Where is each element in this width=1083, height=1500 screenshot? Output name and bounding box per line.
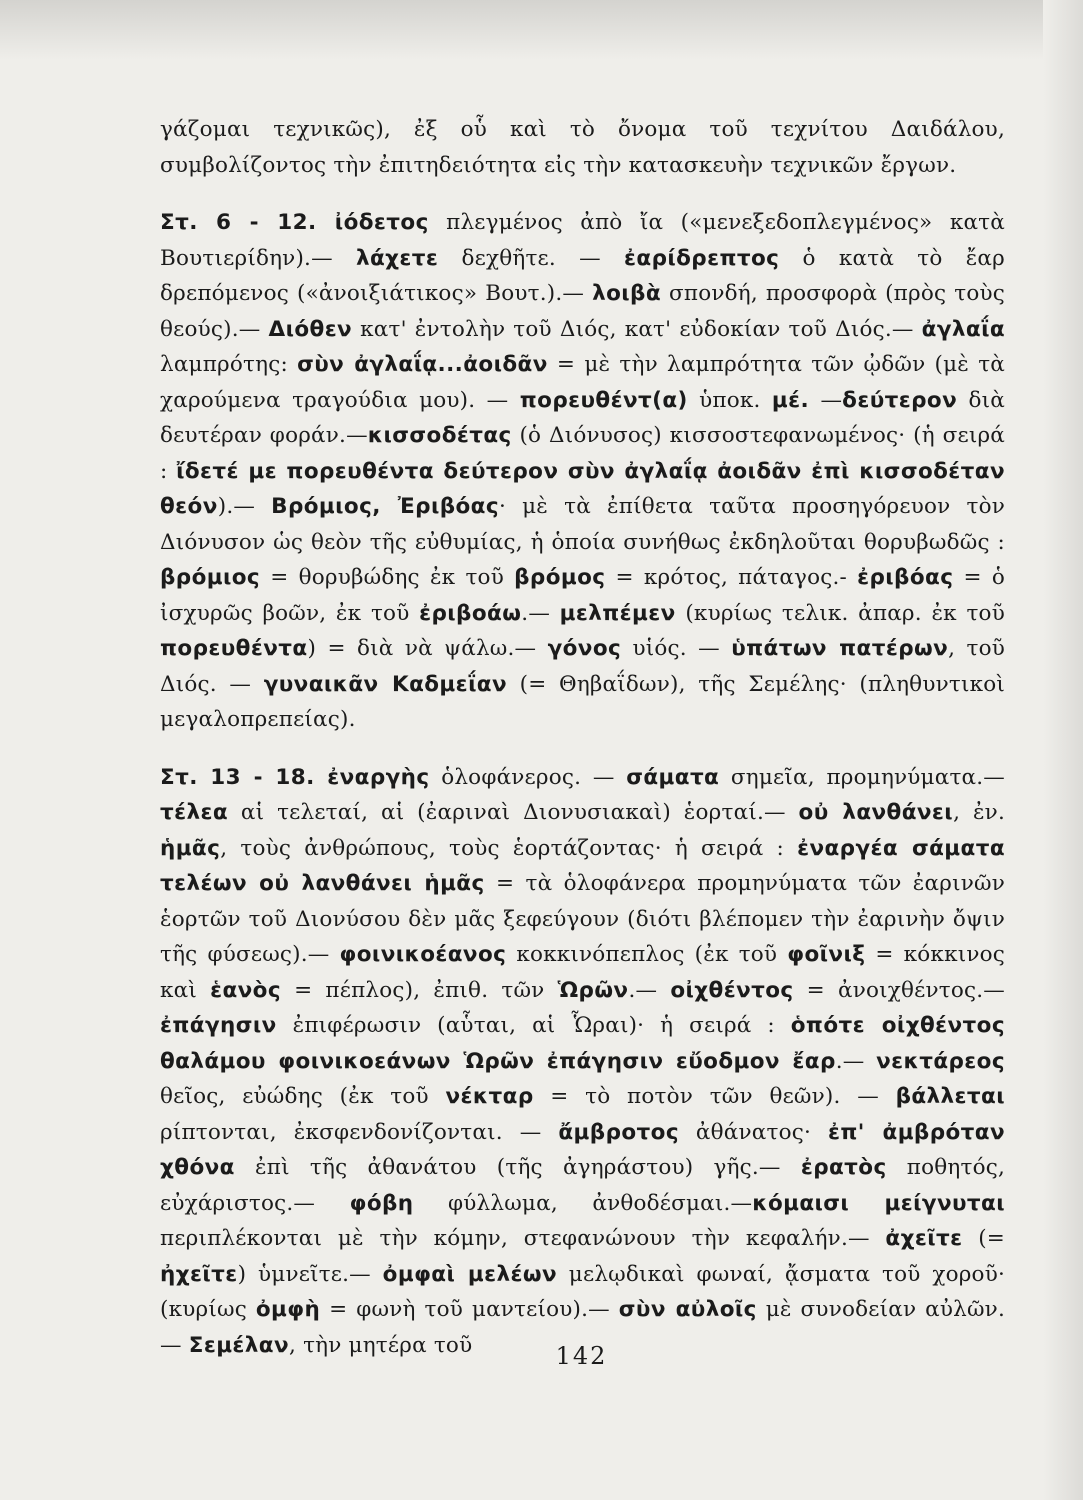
bold-term: σὺν ἀγλαΐᾳ...ἀοιδᾶν: [297, 352, 548, 377]
bold-term: ἐαρίδρεπτος: [624, 245, 780, 271]
bold-term: ἐριβοάω: [419, 600, 522, 626]
text-run: = κόκκινος καὶ: [160, 942, 1005, 1003]
page-right-shadow: [1043, 0, 1083, 1500]
text-run: , τοὺς ἀνθρώπους, τοὺς ἑορτάζοντας· ἡ σειρά :: [220, 835, 798, 861]
bold-term: ἐριβόας: [857, 565, 954, 590]
bold-term: μελπέμεν: [559, 600, 676, 626]
bold-term: πορευθέντ(α): [519, 387, 688, 413]
bold-term: νέκταρ: [445, 1084, 534, 1109]
bold-term: βρόμος: [514, 565, 606, 590]
text-run: δεχθῆτε. —: [438, 245, 625, 271]
text-run: ).—: [217, 494, 272, 519]
text-run: .—: [521, 600, 560, 626]
bold-term: ἀγλαΐα: [921, 316, 1005, 342]
text-run: αἱ τελεταί, αἱ (ἐαριναὶ Διονυσιακαὶ) ἑορταί.—: [228, 800, 799, 825]
text-run: = θορυβώδης ἐκ τοῦ: [260, 565, 515, 590]
text-run: = πέπλος), ἐπιθ. τῶν: [281, 977, 558, 1003]
bold-term: πορευθέντα: [160, 636, 308, 661]
bold-term: ἐναργέα σάματα τελέων οὐ λανθάνει ἡμᾶς: [160, 835, 1005, 896]
paragraph-2: [160, 205, 1005, 738]
bold-term: ἑανὸς: [210, 977, 281, 1003]
text-run: μελῳδικαὶ φωναί, ᾄσματα τοῦ χοροῦ· (κυρίως: [160, 1261, 1005, 1322]
text-run: = μὲ τὴν λαμπρότητα τῶν ᾠδῶν (μὲ τὰ χαρούμενα τραγούδια μου). —: [160, 352, 1006, 413]
text-run: ἀθάνατος·: [678, 1119, 828, 1145]
bold-term: Σεμέλαν: [188, 1332, 289, 1358]
bold-term: δεύτερον: [842, 387, 958, 413]
bold-term: λοιβὰ: [592, 281, 661, 306]
bold-term: οἰχθέντος: [670, 977, 794, 1003]
text-run: (= Θηβαΐδων), τῆς Σεμέλης· (πληθυντικοὶ μεγαλοπρεπείας).: [160, 671, 1006, 732]
bold-term: Διόθεν: [268, 316, 353, 342]
bold-term: ἡμᾶς: [160, 835, 221, 861]
text-run: = φωνὴ τοῦ μαντείου).—: [320, 1297, 619, 1322]
text-run: περιπλέκονται μὲ τὴν κόμην, στεφανώνουν τὴν κεφαλήν.—: [160, 1226, 886, 1251]
bold-term: κισσοδέτας: [367, 423, 512, 448]
text-run: , ἐν.: [953, 800, 1005, 825]
text-run: κοκκινόπεπλος (ἐκ τοῦ: [506, 942, 788, 967]
text-run: = κρότος, πάταγος.-: [605, 565, 858, 590]
text-run: θεῖος, εὐώδης (ἐκ τοῦ: [160, 1084, 446, 1109]
bold-term: ἀχεῖτε: [885, 1226, 963, 1251]
bold-term: σάματα: [626, 764, 720, 790]
page-top-shadow: [0, 0, 1083, 60]
paragraph-1: [160, 112, 1005, 183]
bold-term: σὺν αὐλοῖς: [618, 1297, 757, 1322]
text-run: διὰ δευτέραν φοράν.—: [160, 387, 1005, 448]
bold-term: Βρόμιος, Ἐριβόας: [271, 494, 499, 519]
bold-term: ὀμφὴ: [255, 1297, 321, 1322]
text-run: ὁ κατὰ τὸ ἔαρ δρεπόμενος («ἀνοιξιάτικος» Βουτ.).—: [160, 245, 1005, 306]
text-run: (=: [962, 1226, 1006, 1251]
text-run: μὲ συνοδείαν αὐλῶν.—: [160, 1297, 1005, 1358]
bold-term: λάχετε: [355, 245, 439, 271]
text-run: φύλλωμα, ἀνθοδέσμαι.—: [413, 1190, 753, 1216]
bold-term: ὀμφαὶ μελέων: [382, 1261, 557, 1287]
text-run: ποθητός, εὐχάριστος.—: [160, 1155, 1005, 1216]
bold-term: γόνος: [547, 636, 622, 661]
text-run: ὑποκ.: [687, 387, 772, 413]
page-number: 142: [555, 1342, 608, 1370]
text-run: γάζομαι τεχνικῶς), ἐξ οὗ καὶ τὸ ὄνομα τοῦ τεχνίτου Δαιδάλου, συμβολίζοντος τὴν ἐπιτηδειότητα εἰς τὴν κατασκευὴν τεχνικῶν ἔργων.: [160, 117, 1005, 178]
bold-term: ὑπάτων πατέρων: [731, 636, 949, 661]
bold-term: βάλλεται: [895, 1084, 1005, 1109]
bold-term: φοινικοέανος: [339, 942, 507, 967]
text-run: ἐπιφέρωσιν (αὗται, αἱ Ὧραι)· ἡ σειρά :: [276, 1013, 791, 1038]
bold-term: Ὡρῶν: [557, 977, 629, 1003]
bold-term: Στ. 6 - 12. ἰόδετος: [160, 210, 429, 235]
text-run: = ἀνοιχθέντος.—: [793, 977, 1005, 1003]
commentary-text: [160, 112, 1005, 1363]
bold-term: τέλεα: [160, 800, 229, 825]
bold-term: μέ.: [771, 387, 810, 413]
bold-term: ἴδετέ με πορευθέντα δεύτερον σὺν ἀγλαΐᾳ ἀοιδᾶν ἐπὶ κισσοδέταν θεόν: [160, 458, 1006, 519]
text-run: σπονδή, προσφορὰ (πρὸς τοὺς θεούς).—: [160, 281, 1005, 342]
bold-term: Στ. 13 - 18. ἐναργὴς: [160, 764, 430, 790]
text-run: ) = διὰ νὰ ψάλω.—: [307, 636, 548, 661]
bold-term: γυναικᾶν Καδμεΐαν: [263, 671, 507, 697]
text-run: κατ' ἐντολὴν τοῦ Διός, κατ' εὐδοκίαν τοῦ Διός.—: [352, 316, 922, 342]
bold-term: φόβη: [349, 1190, 414, 1216]
text-run: = τὸ ποτὸν τῶν θεῶν). —: [533, 1084, 896, 1109]
text-run: .—: [628, 977, 671, 1003]
text-run: , τὴν μητέρα τοῦ: [289, 1332, 473, 1358]
text-run: · μὲ τὰ ἐπίθετα ταῦτα προσηγόρευον τὸν Διόνυσον ὡς θεὸν τῆς εὐθυμίας, ἡ ὁποία συνήθως ἐκδηλοῦται θορυβωδῶς :: [160, 494, 1005, 555]
bold-term: νεκτάρεος: [876, 1048, 1005, 1074]
bold-term: βρόμιος: [160, 565, 261, 590]
text-run: λαμπρότης:: [160, 352, 298, 377]
bold-term: ἐπ' ἀμβρόταν χθόνα: [160, 1119, 1006, 1180]
text-run: πλεγμένος ἀπὸ ἴα («μενεξεδοπλεγμένος» κατὰ Βουτιερίδην).—: [160, 210, 1005, 271]
text-run: = ὁ ἰσχυρῶς βοῶν, ἐκ τοῦ: [160, 565, 1005, 626]
bold-term: ἄμβροτος: [558, 1119, 679, 1145]
paragraph-3: [160, 760, 1005, 1364]
bold-term: ἐρατὸς: [800, 1155, 887, 1180]
text-run: ἐπὶ τῆς ἀθανάτου (τῆς ἀγηράστου) γῆς.—: [234, 1155, 801, 1180]
bold-term: κόμαισι μείγνυται: [752, 1190, 1006, 1216]
bold-term: ἠχεῖτε: [160, 1261, 238, 1287]
text-run: υἱός. —: [621, 636, 732, 661]
bold-term: ὁπότε οἰχθέντος θαλάμου φοινικοεάνων Ὡρῶν ἐπάγησιν εὔοδμον ἔαρ: [160, 1013, 1005, 1074]
text-run: ὁλοφάνερος. —: [429, 764, 627, 790]
text-run: ρίπτονται, ἐκσφενδονίζονται. —: [160, 1119, 559, 1145]
text-run: (ὁ Διόνυσος) κισσοστεφανωμένος· (ἡ σειρά :: [160, 423, 1006, 484]
text-run: = τὰ ὁλοφάνερα προμηνύματα τῶν ἐαρινῶν ἑορτῶν τοῦ Διονύσου δὲν μᾶς ξεφεύγουν (διότι βλέπομεν τὴν ἐαρινὴν ὄψιν τῆς φύσεως).—: [160, 871, 1005, 967]
text-run: —: [809, 387, 843, 413]
text-run: , τοῦ Διός. —: [160, 636, 1006, 697]
bold-term: ἐπάγησιν: [160, 1013, 277, 1038]
text-run: (κυρίως τελικ. ἀπαρ. ἐκ τοῦ: [675, 600, 1005, 626]
text-run: ) ὑμνεῖτε.—: [237, 1261, 383, 1287]
bold-term: οὐ λανθάνει: [798, 800, 954, 825]
bold-term: φοῖνιξ: [787, 942, 866, 967]
text-run: .—: [835, 1048, 877, 1074]
text-run: σημεῖα, προμηνύματα.—: [719, 764, 1006, 790]
